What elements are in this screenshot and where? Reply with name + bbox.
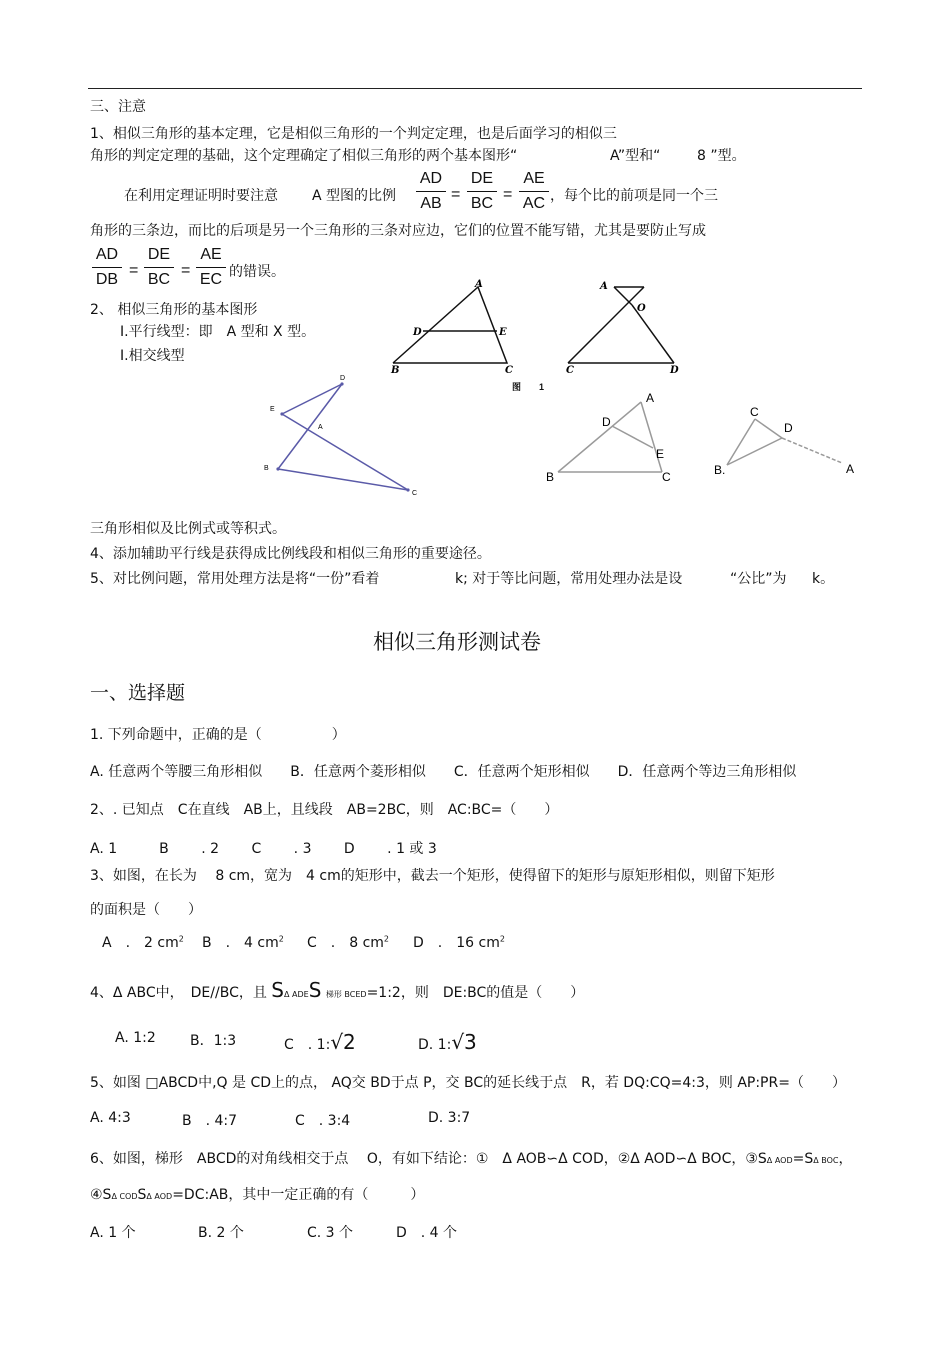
label-a: A bbox=[846, 462, 855, 476]
label-b: B bbox=[391, 365, 400, 375]
label-b: B bbox=[264, 465, 269, 472]
segment-bc bbox=[568, 287, 644, 363]
section-heading: 一、选择题 bbox=[90, 682, 186, 704]
equals-sign: = bbox=[129, 262, 139, 279]
equals-sign: = bbox=[451, 186, 461, 203]
note-5-a: 5、对比例问题，常用处理方法是将“一份”看着 bbox=[90, 571, 380, 587]
label-e: E bbox=[499, 327, 507, 338]
question-6-line-1: 6、如图，梯形 ABCD的对角线相交于点 O，有如下结论：① Δ AOB∽Δ COD，②Δ AOD∽Δ BOC，③SΔ AOD=SΔ BOC， bbox=[90, 1151, 853, 1167]
segment-ed bbox=[282, 384, 342, 414]
note-1-line-4: 角形的三条边，而比的后项是另一个三角形的三条对应边，它们的位置不能写错，尤其是要防止写成 bbox=[90, 223, 706, 239]
a-type-figure bbox=[385, 275, 525, 375]
note-1-line-3-pre: 在利用定理证明时要注意 bbox=[124, 188, 278, 204]
label-c: C bbox=[750, 405, 759, 419]
note-5-c: “公比”为 bbox=[730, 571, 787, 587]
question-4-option-a: A. 1:2 bbox=[115, 1030, 156, 1046]
question-5-option-a: A. 4:3 bbox=[90, 1110, 131, 1126]
notes-heading: 三、注意 bbox=[90, 99, 146, 115]
segment-db bbox=[278, 384, 342, 469]
equals-sign: = bbox=[503, 186, 513, 203]
intersecting-triangle-figure bbox=[540, 388, 680, 488]
label-c: C bbox=[412, 490, 418, 497]
question-3-line-2: 的面积是（ ） bbox=[90, 902, 202, 918]
segment-ba bbox=[558, 402, 641, 472]
question-1-options: A. 任意两个等腰三角形相似 B．任意两个菱形相似 C．任意两个矩形相似 D．任意两个等边三角形相似 bbox=[90, 764, 797, 780]
note-1-line-2: 角形的判定定理的基础，这个定理确定了相似三角形的两个基本图形“ bbox=[90, 148, 518, 164]
fraction-ad-db: $\frac{AD}{DB}$ bbox=[92, 246, 122, 289]
label-a: A bbox=[475, 279, 483, 290]
label-c: C bbox=[566, 365, 574, 376]
note-1-line-2-a: A”型和“ bbox=[610, 148, 661, 164]
label-b: B bbox=[546, 470, 555, 484]
point-b bbox=[276, 467, 279, 470]
question-3-option-a: A . 2 $cm^2$ bbox=[102, 934, 184, 951]
segment-cd bbox=[755, 419, 782, 438]
segment-ec bbox=[282, 414, 408, 490]
note-1-line-1: 1、相似三角形的基本定理，它是相似三角形的一个判定定理，也是后面学习的相似三 bbox=[90, 126, 617, 142]
cross-line-figure bbox=[260, 372, 420, 502]
label-c: C bbox=[662, 470, 671, 484]
question-2-options: A. 1 B . 2 C . 3 D . 1 或 3 bbox=[90, 841, 437, 857]
question-5-option-b: B . 4:7 bbox=[182, 1113, 238, 1129]
segment-da bbox=[782, 438, 842, 463]
question-5-option-d: D. 3:7 bbox=[428, 1110, 471, 1126]
note-5-d: k。 bbox=[812, 571, 835, 587]
label-b: B. bbox=[714, 463, 726, 477]
label-o: O bbox=[637, 303, 646, 314]
question-3-option-b: B . 4 $cm^2$ bbox=[202, 934, 284, 951]
fraction-de-bc-wrong: $\frac{DE}{BC}$ bbox=[144, 246, 174, 289]
question-1: 1. 下列命题中，正确的是（ ） bbox=[90, 727, 346, 743]
label-a: A bbox=[600, 281, 608, 292]
label-a: A bbox=[318, 424, 323, 431]
equals-sign: = bbox=[181, 262, 191, 279]
label-a: A bbox=[646, 391, 655, 405]
x-type-figure bbox=[560, 277, 690, 377]
question-3-line-1: 3、如图，在长为 8 cm，宽为 4 cm的矩形中，截去一个矩形，使得留下的矩形与原矩形相似，则留下矩形 bbox=[90, 868, 775, 884]
question-2: 2、. 已知点 C在直线 AB上，且线段 AB=2BC，则 AC:BC=（ ） bbox=[90, 802, 559, 818]
segment-de bbox=[612, 426, 653, 448]
question-6-option-d: D . 4 个 bbox=[396, 1225, 458, 1241]
note-1-line-3-mid: A 型图的比例 bbox=[312, 188, 397, 204]
label-e: E bbox=[270, 406, 275, 413]
fraction-ad-ab: $\frac{AD}{AB}$ bbox=[416, 170, 446, 213]
extended-triangle-figure bbox=[710, 400, 865, 480]
question-5-option-c: C . 3:4 bbox=[295, 1113, 351, 1129]
label-d: D bbox=[413, 327, 422, 338]
fraction-ae-ac: $\frac{AE}{AC}$ bbox=[519, 170, 549, 213]
question-4: 4、Δ ABC中， DE//BC，且 SΔ ADES 梯形 BCED=1:2，则 DE:BC的值是（ ） bbox=[90, 978, 585, 1002]
question-3-option-d: D . 16 $cm^2$ bbox=[413, 934, 505, 951]
label-c: C bbox=[505, 365, 513, 375]
question-4-option-b: B．1:3 bbox=[190, 1033, 237, 1049]
note-1-line-2-b: 8 ”型。 bbox=[697, 148, 746, 164]
note-3: 三角形相似及比例式或等积式。 bbox=[90, 521, 286, 537]
question-6-option-a: A. 1 个 bbox=[90, 1225, 136, 1241]
question-4-option-d: D. 1:√3 bbox=[418, 1030, 477, 1054]
note-2-heading: 2、 相似三角形的基本图形 bbox=[90, 302, 258, 318]
note-1-line-3-post: ，每个比的前项是同一个三 bbox=[550, 188, 718, 204]
question-3-option-c: C . 8 $cm^2$ bbox=[307, 934, 390, 951]
label-d: D bbox=[670, 365, 679, 376]
question-6-option-c: C. 3 个 bbox=[307, 1225, 354, 1241]
point-d bbox=[340, 382, 343, 385]
fraction-ae-ec: $\frac{AE}{EC}$ bbox=[196, 246, 226, 289]
note-1-line-5-post: 的错误。 bbox=[229, 264, 285, 280]
point-e bbox=[280, 412, 283, 415]
segment-bc bbox=[278, 469, 408, 490]
note-5-b: k; 对于等比问题，常用处理办法是设 bbox=[455, 571, 683, 587]
segment-ac bbox=[641, 402, 665, 472]
note-4: 4、添加辅助平行线是获得成比例线段和相似三角形的重要途径。 bbox=[90, 546, 491, 562]
label-d: D bbox=[340, 375, 346, 382]
question-4-option-c: C . 1:√2 bbox=[284, 1030, 356, 1054]
fraction-de-bc: $\frac{DE}{BC}$ bbox=[467, 170, 497, 213]
figure-caption: 图 1 bbox=[512, 382, 545, 392]
question-6-line-2: ④SΔ CODSΔ AOD=DC:AB，其中一定正确的有（ ） bbox=[90, 1187, 425, 1203]
question-6-option-b: B. 2 个 bbox=[198, 1225, 244, 1241]
question-5: 5、如图 □ABCD中,Q 是 CD上的点， AQ交 BD于点 P，交 BC的延长线于点 R，若 DQ:CQ=4:3，则 AP:PR=（ ） bbox=[90, 1075, 846, 1091]
point-c bbox=[406, 488, 409, 491]
triangle-abc bbox=[393, 287, 507, 363]
test-title: 相似三角形测试卷 bbox=[373, 630, 541, 654]
label-d: D bbox=[784, 421, 793, 435]
top-rule bbox=[88, 88, 862, 89]
note-2-item-1: Ⅰ.平行线型：即 A 型和 X 型。 bbox=[120, 324, 316, 340]
label-d: D bbox=[602, 415, 611, 429]
note-2-item-2: Ⅰ.相交线型 bbox=[120, 348, 185, 364]
label-e: E bbox=[656, 447, 665, 461]
